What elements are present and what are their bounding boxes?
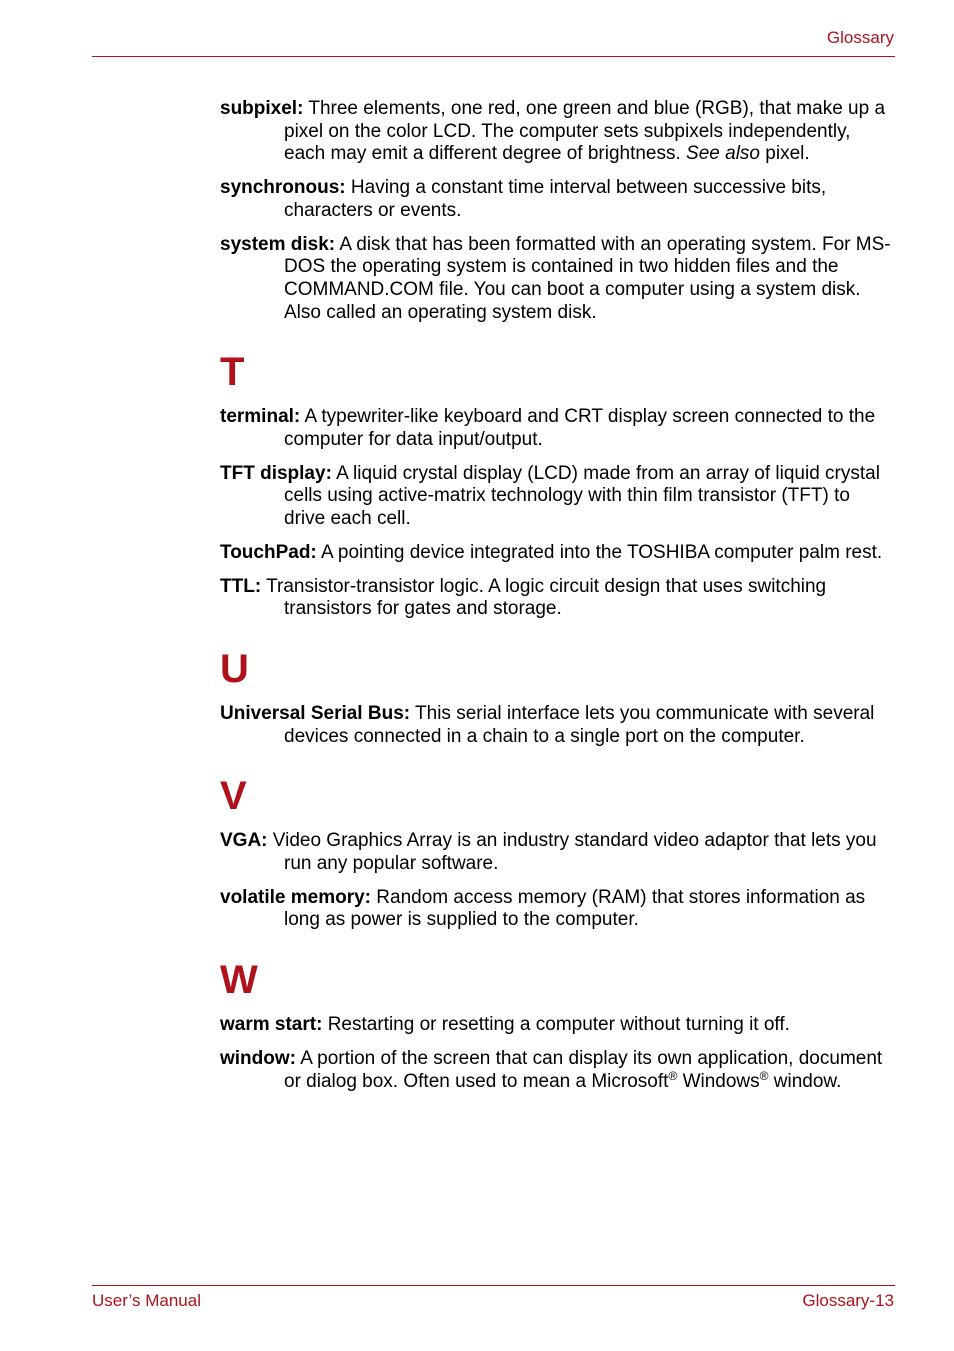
- glossary-entry-touchpad: [220, 542, 894, 565]
- footer-manual-title: User’s Manual: [92, 1291, 201, 1310]
- entry-term: subpixel:: [220, 98, 304, 119]
- entry-definition: Having a constant time interval between successive bits, characters or events.: [284, 177, 827, 221]
- header-rule: [92, 56, 895, 57]
- glossary-entry-volatile-memory: [220, 887, 894, 932]
- section-letter-t: T: [220, 350, 245, 395]
- glossary-entry-window: [220, 1048, 894, 1093]
- section-letter-u: U: [220, 646, 249, 691]
- entry-definition-tail: pixel.: [765, 143, 810, 165]
- glossary-entry-ttl: [220, 576, 894, 621]
- entry-term: synchronous:: [220, 177, 346, 199]
- entry-term: system disk:: [220, 233, 336, 255]
- entry-definition: A pointing device integrated into the TOSHIBA computer palm rest.: [321, 541, 883, 563]
- entry-definition: A liquid crystal display (LCD) made from an array of liquid crystal cells using active-matrix technology with thin film transistor (TFT) to drive each cell.: [284, 462, 880, 530]
- glossary-entry-subpixel: [220, 98, 894, 166]
- entry-definition: A typewriter-like keyboard and CRT display screen connected to the computer for data input/output.: [284, 406, 876, 451]
- registered-mark: ®: [668, 1068, 678, 1083]
- section-letter-w: W: [220, 958, 258, 1003]
- entry-definition: Video Graphics Array is an industry standard video adaptor that lets you run any popular software.: [272, 830, 877, 875]
- registered-mark: ®: [759, 1068, 769, 1083]
- entry-term: window:: [220, 1047, 296, 1069]
- footer-rule: [92, 1285, 895, 1286]
- page-number: Glossary-13: [802, 1291, 894, 1310]
- entry-definition: Transistor-transistor logic. A logic circuit design that uses switching transistors for gates and storage.: [266, 575, 827, 620]
- entry-term: TouchPad:: [220, 541, 317, 563]
- glossary-entry-terminal: [220, 406, 894, 451]
- glossary-content: [220, 98, 894, 1104]
- entry-term: VGA:: [220, 830, 268, 852]
- glossary-entry-usb: [220, 703, 894, 748]
- entry-term: volatile memory:: [220, 886, 371, 908]
- entry-term: terminal:: [220, 406, 301, 428]
- entry-definition-mid: Windows: [682, 1070, 760, 1092]
- glossary-entry-warm-start: [220, 1014, 894, 1037]
- glossary-entry-system-disk: [220, 234, 894, 325]
- entry-definition: Restarting or resetting a computer without turning it off.: [327, 1014, 790, 1036]
- header-title: Glossary: [826, 28, 894, 47]
- entry-term: TFT display:: [220, 462, 332, 484]
- glossary-entry-vga: [220, 830, 894, 875]
- glossary-entry-synchronous: [220, 177, 894, 222]
- entry-definition: A portion of the screen that can display its own application, document or dialog box. Often used to mean a Microsoft: [284, 1047, 883, 1092]
- entry-definition: Three elements, one red, one green and blue (RGB), that make up a pixel on the color LCD. The computer sets subpixels independently, each may emit a different degree of brightness.: [284, 98, 886, 165]
- entry-term: warm start:: [220, 1014, 323, 1036]
- entry-term: Universal Serial Bus:: [220, 702, 411, 724]
- see-also: See also: [686, 143, 760, 165]
- entry-definition-tail: window.: [773, 1070, 842, 1092]
- entry-definition: A disk that has been formatted with an operating system. For MS-DOS the operating system is contained in two hidden files and the COMMAND.COM file. You can boot a computer using a system disk. Also called an operating system disk.: [284, 233, 891, 323]
- entry-definition: Random access memory (RAM) that stores information as long as power is supplied to the computer.: [284, 886, 866, 931]
- entry-term: TTL:: [220, 575, 262, 597]
- entry-definition: This serial interface lets you communicate with several devices connected in a chain to a single port on the computer.: [284, 702, 875, 747]
- glossary-entry-tft-display: [220, 463, 894, 531]
- section-letter-v: V: [220, 774, 247, 819]
